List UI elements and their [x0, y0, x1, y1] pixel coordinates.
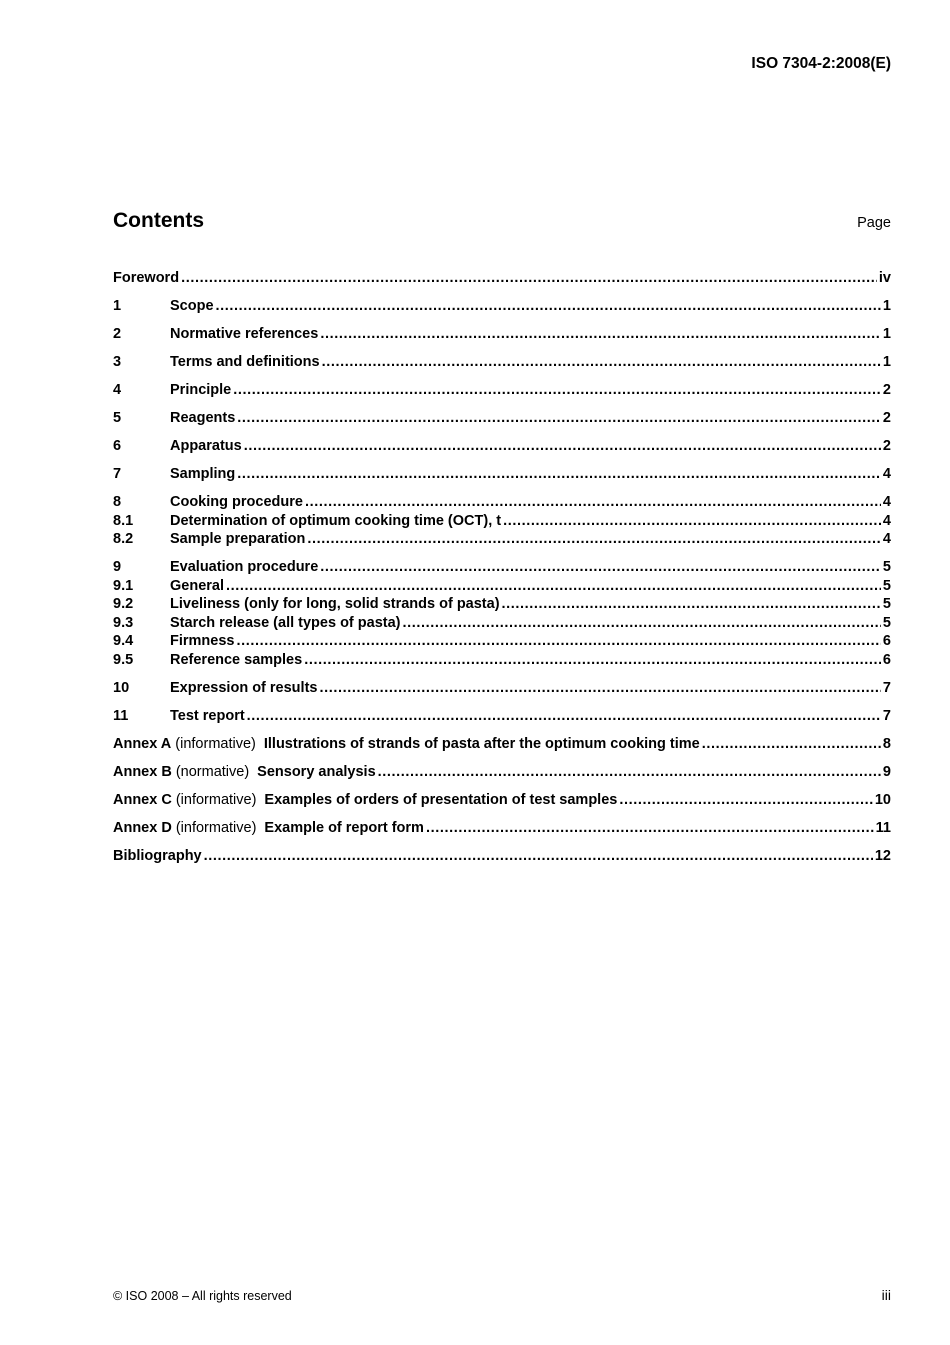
- toc-entry-label: Starch release (all types of pasta): [170, 614, 401, 631]
- toc-entry-page: 4: [882, 512, 891, 529]
- toc-entry-page: 7: [882, 707, 891, 724]
- contents-title: Contents: [113, 209, 204, 232]
- toc-entry-label: Sensory analysis: [257, 763, 376, 780]
- toc-entry-number: 3: [113, 354, 122, 370]
- dot-leader: [320, 558, 881, 577]
- dot-leader: [503, 512, 881, 531]
- toc-entry-label: Example of report form: [264, 819, 424, 836]
- toc-entry[interactable]: [113, 465, 891, 484]
- toc-entry-label: Reagents: [170, 410, 236, 426]
- dot-leader: [236, 632, 880, 651]
- annex-designation: Annex A: [113, 735, 172, 752]
- dot-leader: [322, 353, 881, 372]
- toc-entry[interactable]: [113, 558, 891, 577]
- toc-entry-number: 1: [113, 298, 122, 314]
- toc-entry-page: 5: [882, 559, 891, 575]
- dot-leader: [233, 381, 881, 400]
- toc-entry-label: Foreword: [113, 270, 180, 286]
- dot-leader: [403, 614, 881, 633]
- toc-entry-page: 12: [874, 847, 891, 864]
- toc-entry-label: Principle: [170, 382, 232, 398]
- toc-entry-foreword[interactable]: [113, 269, 891, 288]
- toc-entry-label: Liveliness (only for long, solid strands of pasta): [170, 596, 500, 612]
- toc-entry[interactable]: [113, 707, 891, 726]
- toc-entry-number: 6: [113, 438, 122, 454]
- toc-entry-page: 4: [882, 494, 891, 510]
- toc-entry-label: Examples of orders of presentation of test samples: [264, 791, 618, 808]
- annex-type: (informative): [175, 791, 257, 808]
- toc-entry[interactable]: [113, 353, 891, 372]
- toc-entry-page: 2: [882, 382, 891, 398]
- toc-entry-annex-b[interactable]: [113, 763, 891, 782]
- annex-type: (normative): [175, 763, 250, 780]
- dot-leader: [181, 269, 877, 288]
- toc-entry-page: 11: [875, 819, 891, 836]
- annex-type: (informative): [175, 735, 256, 752]
- toc-entry-label: General: [170, 577, 224, 594]
- annex-designation: Annex D: [113, 819, 172, 836]
- toc-entry[interactable]: [113, 679, 891, 698]
- toc-entry-number: 8: [113, 494, 122, 510]
- toc-entry[interactable]: [113, 614, 891, 633]
- toc-entry[interactable]: [113, 530, 891, 549]
- toc-entry[interactable]: [113, 437, 891, 456]
- toc-entry-label: Sample preparation: [170, 531, 306, 547]
- toc-entry[interactable]: [113, 409, 891, 428]
- toc-entry-annex-a[interactable]: [113, 735, 891, 754]
- toc-entry-label: Sampling: [170, 466, 236, 482]
- toc-entry-label: Terms and definitions: [170, 354, 320, 370]
- toc-entry[interactable]: [113, 512, 891, 531]
- toc-entry-page: 4: [882, 531, 891, 547]
- toc-entry-page: 5: [882, 577, 891, 594]
- toc-entry-number: 9: [113, 559, 122, 575]
- toc-entry-page: 1: [882, 326, 891, 342]
- dot-leader: [305, 493, 881, 512]
- annex-designation: Annex C: [113, 791, 172, 808]
- toc-entry-number: 9.2: [113, 596, 134, 612]
- dot-leader: [307, 530, 881, 549]
- toc-entry-page: 5: [882, 614, 891, 631]
- toc-entry[interactable]: [113, 325, 891, 344]
- toc-entry-page: 4: [882, 466, 891, 482]
- toc-entry[interactable]: [113, 493, 891, 512]
- page-number: iii: [881, 1287, 891, 1303]
- dot-leader: [226, 577, 881, 596]
- toc-entry-page: 5: [882, 596, 891, 612]
- toc-entry-page: 10: [874, 791, 891, 808]
- toc-entry-number: 2: [113, 326, 122, 342]
- dot-leader: [502, 595, 881, 614]
- toc-entry[interactable]: [113, 577, 891, 596]
- toc-entry-page: iv: [878, 270, 891, 286]
- dot-leader: [247, 707, 881, 726]
- toc-entry-page: 9: [882, 763, 891, 780]
- toc-entry-number: 9.1: [113, 577, 134, 594]
- toc-entry-label: Reference samples: [170, 651, 303, 668]
- toc-entry-page: 6: [882, 651, 891, 668]
- dot-leader: [237, 409, 881, 428]
- toc-entry-page: 1: [882, 298, 891, 314]
- annex-designation: Annex B: [113, 763, 172, 780]
- dot-leader: [304, 651, 881, 670]
- toc-entry-label: Test report: [170, 707, 245, 724]
- toc-entry-page: 8: [882, 735, 891, 752]
- page-column-label: Page: [857, 215, 891, 231]
- document-code: ISO 7304-2:2008(E): [751, 55, 891, 72]
- toc-entry-number: 10: [113, 679, 130, 696]
- toc-entry-page: 6: [882, 633, 891, 649]
- dot-leader: [378, 763, 881, 782]
- toc-entry-label: Scope: [170, 298, 214, 314]
- toc-entry-number: 8.2: [113, 531, 134, 547]
- dot-leader: [426, 819, 874, 838]
- toc-entry[interactable]: [113, 595, 891, 614]
- toc-entry-annex-c[interactable]: [113, 791, 891, 810]
- dot-leader: [319, 679, 880, 698]
- dot-leader: [702, 735, 881, 754]
- toc-entry-number: 9.4: [113, 633, 134, 649]
- toc-entry[interactable]: [113, 632, 891, 651]
- toc-entry[interactable]: [113, 297, 891, 316]
- toc-entry-label: Determination of optimum cooking time (OCT), t: [170, 512, 502, 529]
- toc-entry-number: 5: [113, 410, 122, 426]
- copyright-notice: © ISO 2008 – All rights reserved: [113, 1289, 292, 1303]
- toc-entry-number: 9.5: [113, 651, 134, 668]
- toc-entry-number: 4: [113, 382, 122, 398]
- toc-entry[interactable]: [113, 381, 891, 400]
- toc-entry-label: Bibliography: [113, 847, 202, 864]
- dot-leader: [204, 847, 873, 866]
- dot-leader: [619, 791, 873, 810]
- annex-type: (informative): [175, 819, 257, 836]
- toc-entry-label: Expression of results: [170, 679, 318, 696]
- toc-entry-page: 2: [882, 410, 891, 426]
- dot-leader: [216, 297, 881, 316]
- dot-leader: [320, 325, 881, 344]
- toc-entry-annex-d[interactable]: [113, 819, 891, 838]
- toc-entry-label: Evaluation procedure: [170, 559, 319, 575]
- toc-entry-bibliography[interactable]: [113, 847, 891, 866]
- toc-entry-label: Cooking procedure: [170, 494, 303, 510]
- toc-entry-page: 7: [882, 679, 891, 696]
- toc-entry-label: Illustrations of strands of pasta after the optimum cooking time: [263, 735, 700, 752]
- table-of-contents: [113, 269, 891, 865]
- toc-entry-number: 9.3: [113, 614, 134, 631]
- toc-entry-number: 8.1: [113, 512, 134, 529]
- toc-entry-number: 7: [113, 466, 122, 482]
- toc-entry-number: 11: [113, 707, 129, 724]
- dot-leader: [237, 465, 881, 484]
- toc-entry-label: Normative references: [170, 326, 319, 342]
- toc-entry-label: Firmness: [170, 633, 235, 649]
- toc-entry-page: 2: [882, 438, 891, 454]
- toc-entry-label: Apparatus: [170, 438, 242, 454]
- toc-entry-page: 1: [882, 354, 891, 370]
- toc-entry[interactable]: [113, 651, 891, 670]
- dot-leader: [244, 437, 881, 456]
